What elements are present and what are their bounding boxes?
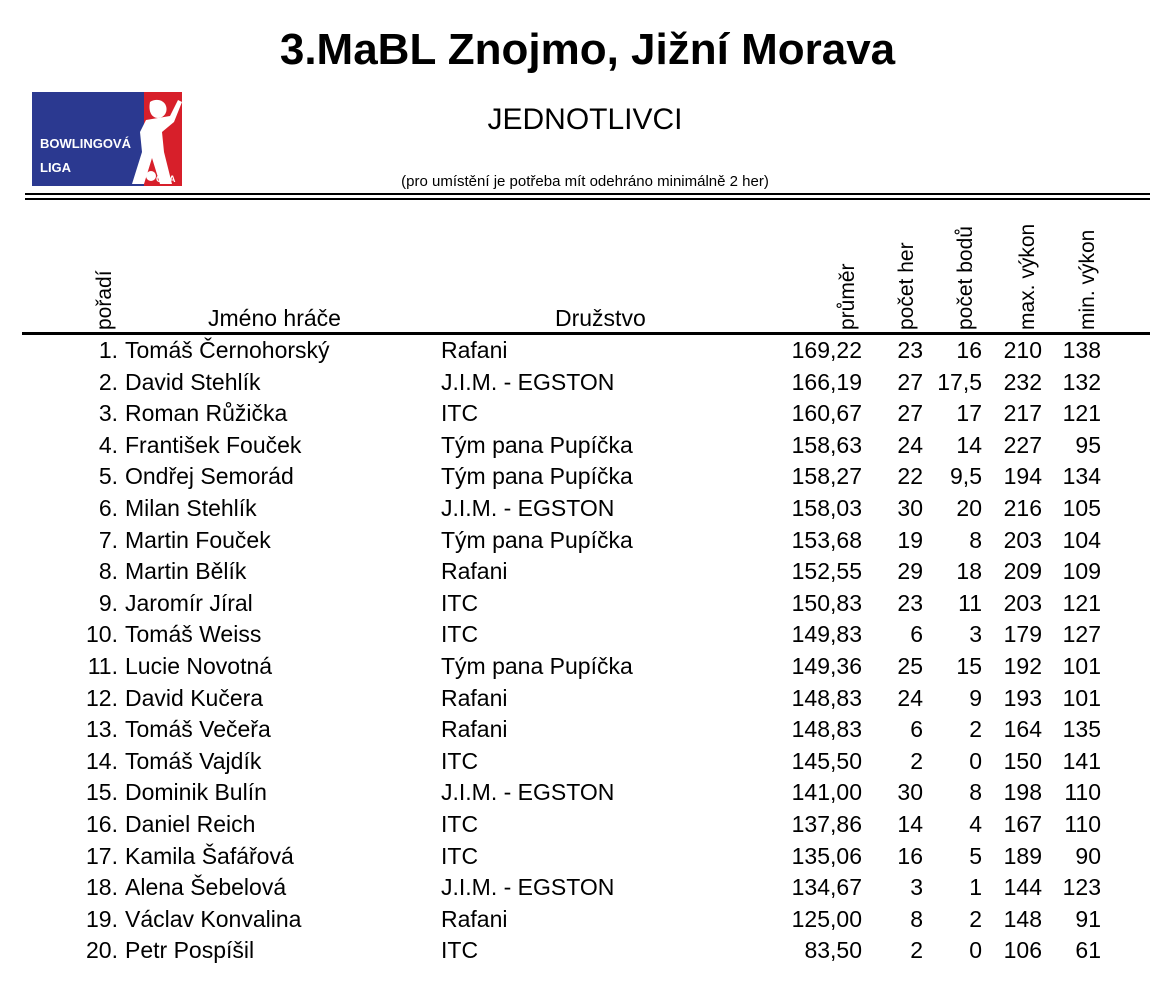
max-cell: 209 [1003,558,1042,585]
min-cell: 134 [1062,463,1101,490]
table-row [0,746,1175,778]
max-cell: 144 [1003,874,1042,901]
rank-cell: 14. [86,747,118,774]
max-cell: 210 [1003,337,1042,363]
table-row [0,430,1175,462]
max-cell: 150 [1003,747,1042,774]
max-cell: 217 [1003,400,1042,427]
team-cell: Tým pana Pupíčka [441,431,633,458]
rank-cell: 2. [98,368,118,395]
games-cell: 6 [910,621,923,648]
table-row [0,841,1175,873]
min-cell: 101 [1062,684,1101,711]
min-cell: 132 [1062,368,1101,395]
column-header-average: průměr [836,263,859,330]
games-cell: 6 [910,716,923,743]
average-cell: 148,83 [791,684,862,711]
rank-cell: 12. [86,684,118,711]
rank-cell: 3. [98,400,118,427]
team-cell: ITC [441,621,479,648]
average-cell: 166,19 [791,368,862,395]
points-cell: 9,5 [950,463,982,490]
average-cell: 134,67 [791,874,862,901]
team-cell: Rafani [441,684,508,711]
column-header-name: Jméno hráče [208,305,341,331]
max-cell: 198 [1003,779,1042,806]
average-cell: 148,83 [791,716,862,743]
rank-cell: 19. [86,905,118,932]
player-name-cell: Tomáš Večeřa [125,716,271,743]
team-cell: Tým pana Pupíčka [441,652,633,679]
average-cell: 160,67 [791,400,862,427]
average-cell: 141,00 [791,779,862,806]
page-title: 3.MaBL Znojmo, Jižní Morava [279,25,896,74]
min-cell: 90 [1075,842,1101,869]
rank-cell: 5. [98,463,118,490]
player-name-cell: František Fouček [125,431,302,458]
points-cell: 18 [956,558,982,585]
bowling-league-logo [32,92,182,186]
rank-cell: 6. [98,494,118,521]
games-cell: 30 [897,779,923,806]
min-cell: 127 [1062,621,1101,648]
max-cell: 232 [1003,368,1042,395]
table-row [0,588,1175,620]
team-cell: Rafani [441,337,508,363]
rank-cell: 16. [86,810,118,837]
table-row [0,493,1175,525]
points-cell: 17 [956,400,982,427]
team-cell: ITC [441,810,479,837]
table-row [0,777,1175,809]
table-row [0,872,1175,904]
min-cell: 105 [1062,494,1101,521]
points-cell: 1 [969,874,982,901]
team-cell: J.I.M. - EGSTON [441,874,615,901]
rank-cell: 11. [87,652,118,679]
player-name-cell: Kamila Šafářová [125,842,294,869]
table-row [0,935,1175,967]
table-row [0,556,1175,588]
average-cell: 145,50 [791,747,862,774]
player-name-cell: Václav Konvalina [125,905,302,932]
rank-cell: 4. [98,431,118,458]
max-cell: 192 [1003,652,1042,679]
team-cell: J.I.M. - EGSTON [441,779,615,806]
points-cell: 9 [969,684,982,711]
min-cell: 104 [1062,526,1101,553]
min-cell: 61 [1075,937,1101,964]
games-cell: 27 [897,400,923,427]
average-cell: 169,22 [791,337,862,363]
games-cell: 3 [910,874,923,901]
average-cell: 137,86 [791,810,862,837]
games-cell: 30 [897,494,923,521]
player-name-cell: Martin Fouček [125,526,271,553]
team-cell: ITC [441,747,479,774]
max-cell: 189 [1003,842,1042,869]
rank-cell: 10. [86,621,118,648]
team-cell: J.I.M. - EGSTON [441,494,615,521]
min-cell: 101 [1062,652,1101,679]
column-header-max: max. výkon [1016,223,1039,330]
player-name-cell: David Kučera [125,684,264,711]
player-name-cell: Lucie Novotná [125,652,273,679]
page-subtitle: JEDNOTLIVCI [487,103,683,136]
min-cell: 121 [1062,400,1101,427]
games-cell: 2 [910,747,923,774]
games-cell: 24 [897,684,923,711]
points-cell: 20 [956,494,982,521]
player-name-cell: Jaromír Jíral [125,589,253,616]
player-name-cell: Tomáš Weiss [125,621,262,648]
games-cell: 2 [910,937,923,964]
column-header-team: Družstvo [555,305,646,331]
player-name-cell: Martin Bělík [125,558,247,585]
table-row [0,809,1175,841]
table-row [0,651,1175,683]
rank-cell: 17. [86,842,118,869]
table-row [0,367,1175,399]
min-cell: 110 [1064,779,1101,806]
table-row [0,683,1175,715]
average-cell: 125,00 [791,905,862,932]
average-cell: 158,27 [791,463,862,490]
points-cell: 14 [956,431,982,458]
player-name-cell: Ondřej Semorád [125,463,294,490]
max-cell: 193 [1003,684,1042,711]
min-cell: 135 [1062,716,1101,743]
points-cell: 3 [969,621,982,648]
games-cell: 23 [897,337,923,363]
games-cell: 24 [897,431,923,458]
points-cell: 0 [969,747,982,774]
average-cell: 152,55 [791,558,862,585]
games-cell: 27 [897,368,923,395]
min-cell: 123 [1062,874,1101,901]
games-cell: 29 [897,558,923,585]
player-name-cell: David Stehlík [125,368,261,395]
max-cell: 194 [1003,463,1042,490]
average-cell: 149,36 [791,652,862,679]
games-cell: 16 [897,842,923,869]
standings-table [0,335,1175,967]
team-cell: ITC [441,400,479,427]
points-cell: 5 [969,842,982,869]
points-cell: 2 [969,716,982,743]
rank-cell: 20. [86,937,118,964]
team-cell: Tým pana Pupíčka [441,526,633,553]
min-cell: 95 [1075,431,1101,458]
column-header-rank: pořadí [93,270,116,330]
team-cell: ITC [441,842,479,869]
max-cell: 148 [1003,905,1042,932]
points-cell: 2 [969,905,982,932]
average-cell: 149,83 [791,621,862,648]
max-cell: 227 [1003,431,1042,458]
min-cell: 138 [1062,337,1101,363]
rank-cell: 18. [86,874,118,901]
games-cell: 25 [897,652,923,679]
points-cell: 16 [956,337,982,363]
min-cell: 141 [1062,747,1101,774]
player-name-cell: Tomáš Černohorský [125,337,330,363]
table-row [0,904,1175,936]
team-cell: J.I.M. - EGSTON [441,368,615,395]
column-header-games: počet her [895,242,918,330]
player-name-cell: Roman Růžička [125,400,288,427]
average-cell: 158,63 [791,431,862,458]
max-cell: 179 [1003,621,1042,648]
table-row [0,461,1175,493]
max-cell: 106 [1003,937,1042,964]
table-row [0,525,1175,557]
points-cell: 17,5 [937,368,982,395]
rank-cell: 1. [98,337,118,363]
logo-line1: BOWLINGOVÁ [40,136,131,151]
player-name-cell: Daniel Reich [125,810,256,837]
games-cell: 22 [897,463,923,490]
max-cell: 203 [1003,526,1042,553]
points-cell: 4 [969,810,982,837]
average-cell: 150,83 [791,589,862,616]
table-row [0,619,1175,651]
team-cell: Tým pana Pupíčka [441,463,633,490]
table-row [0,335,1175,367]
column-header-min: min. výkon [1076,229,1099,330]
points-cell: 8 [969,779,982,806]
player-name-cell: Petr Pospíšil [125,937,255,964]
team-cell: ITC [441,589,479,616]
team-cell: Rafani [441,716,508,743]
min-cell: 109 [1062,558,1101,585]
logo-line2: LIGA [40,160,72,175]
max-cell: 216 [1003,494,1042,521]
eligibility-note: (pro umístění je potřeba mít odehráno minimálně 2 her) [401,173,769,190]
table-row [0,714,1175,746]
games-cell: 8 [910,905,923,932]
points-cell: 8 [969,526,982,553]
rank-cell: 7. [98,526,118,553]
rank-cell: 15. [86,779,118,806]
games-cell: 23 [897,589,923,616]
average-cell: 153,68 [791,526,862,553]
average-cell: 135,06 [791,842,862,869]
min-cell: 110 [1064,810,1101,837]
average-cell: 158,03 [791,494,862,521]
rank-cell: 9. [98,589,118,616]
points-cell: 15 [956,652,982,679]
player-name-cell: Alena Šebelová [125,874,287,901]
rank-cell: 13. [86,716,118,743]
column-header-points: počet bodů [954,226,977,330]
rank-cell: 8. [98,558,118,585]
average-cell: 83,50 [804,937,862,964]
min-cell: 91 [1075,905,1101,932]
points-cell: 0 [969,937,982,964]
max-cell: 203 [1003,589,1042,616]
header-divider-top [25,193,1150,195]
max-cell: 167 [1003,810,1042,837]
team-cell: Rafani [441,558,508,585]
table-row [0,398,1175,430]
logo-badge: ČBA [156,174,176,184]
max-cell: 164 [1003,716,1042,743]
header-divider-bottom [25,198,1150,200]
min-cell: 121 [1062,589,1101,616]
games-cell: 14 [897,810,923,837]
player-name-cell: Dominik Bulín [125,779,267,806]
team-cell: Rafani [441,905,508,932]
player-name-cell: Milan Stehlík [125,494,257,521]
team-cell: ITC [441,937,479,964]
player-name-cell: Tomáš Vajdík [125,747,262,774]
games-cell: 19 [897,526,923,553]
points-cell: 11 [958,589,982,616]
